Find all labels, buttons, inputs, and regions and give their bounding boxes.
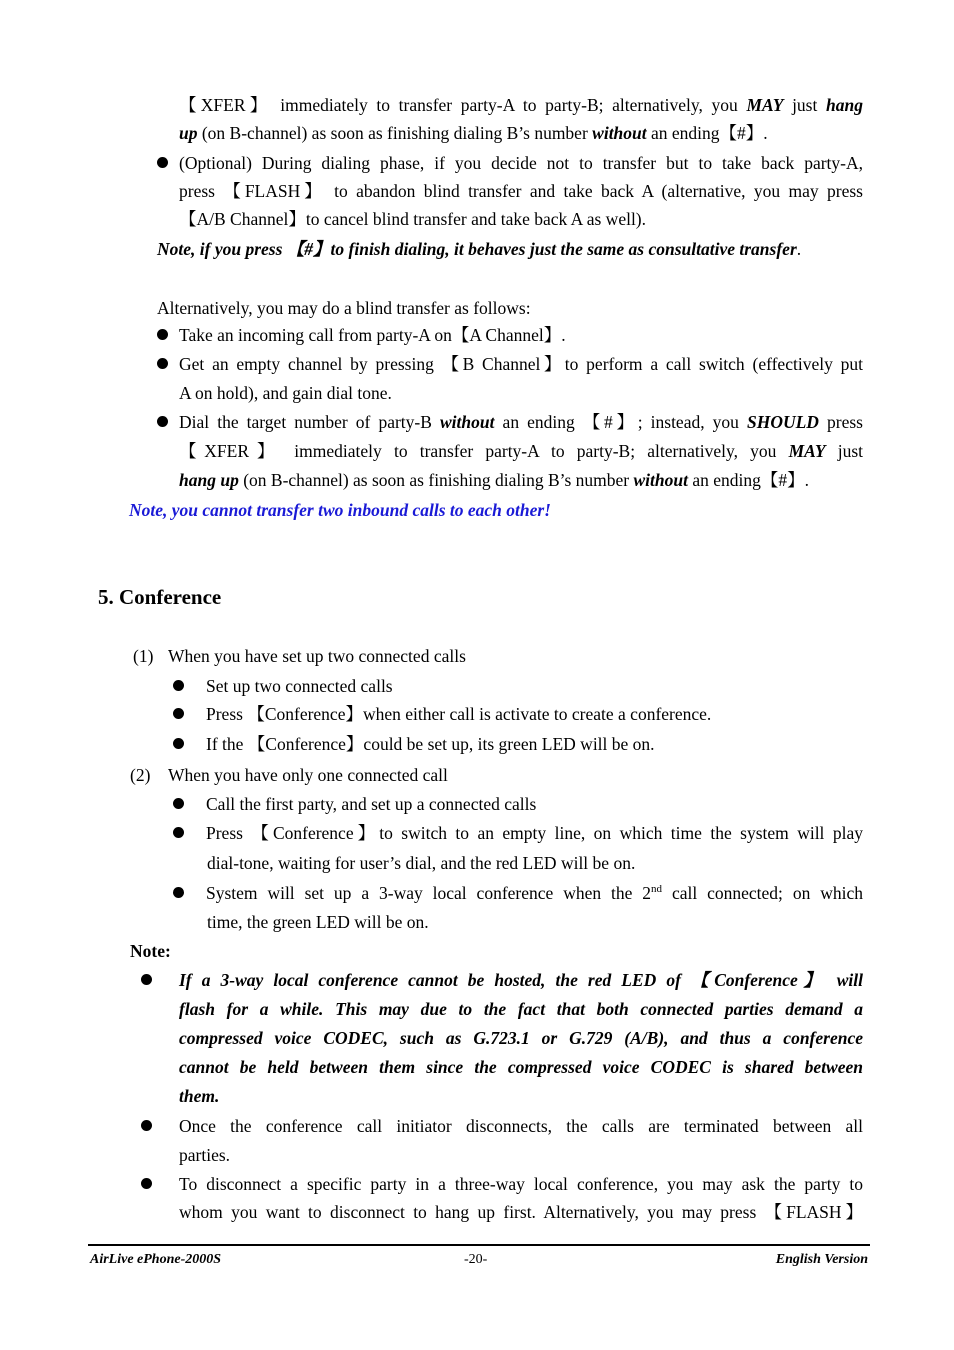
text-line: [179, 94, 863, 116]
text-span: (on B-channel) as soon as finishing dialing B’s number: [238, 470, 634, 490]
text-span: an ending【#】.: [646, 123, 768, 143]
text-span: call connected; on which: [662, 883, 863, 903]
note-text: Note, if you press 【#】to finish dialing, it behaves just the same as consultative transfer: [157, 239, 797, 259]
list-item: Get an empty channel by pressing 【B Channel】to perform a call switch (effectively put: [179, 354, 863, 374]
page-number: -20-: [464, 1252, 488, 1267]
emphasis-hang-up: hang up: [179, 470, 239, 490]
note-line: compressed voice CODEC, such as G.723.1 or G.729 (A/B), and thus a conference: [179, 1028, 863, 1048]
bullet-icon: [141, 974, 152, 985]
emphasis-without: without: [439, 412, 495, 432]
note-line: cannot be held between them since the compressed voice CODEC is shared between: [179, 1057, 863, 1077]
text-span: (on B-channel) as soon as finishing dialing B’s number: [197, 123, 593, 143]
text-line: 【A/B Channel】to cancel blind transfer and take back A as well).: [179, 209, 647, 229]
list-item: [206, 882, 863, 904]
bullet-icon: [157, 329, 168, 340]
footer-version: English Version: [775, 1252, 868, 1267]
text-span: just: [783, 95, 827, 115]
section-heading: 5. Conference: [98, 585, 222, 609]
note-line: Once the conference call initiator disconnects, the calls are terminated between all: [179, 1116, 863, 1136]
text-span: Dial the target number of party-B: [179, 412, 440, 432]
bullet-icon: [157, 416, 168, 427]
item-title: When you have set up two connected calls: [168, 646, 466, 666]
footer-product: AirLive ePhone-2000S: [90, 1252, 222, 1267]
bullet-icon: [157, 157, 168, 168]
item-label: (1): [133, 646, 154, 666]
superscript: nd: [651, 883, 663, 896]
text-line: dial-tone, waiting for user’s dial, and the red LED will be on.: [207, 853, 636, 873]
note-line: whom you want to disconnect to hang up first. Alternatively, you may press 【FLASH】: [179, 1202, 863, 1222]
bullet-icon: [173, 887, 184, 898]
note-line: To disconnect a specific party in a three-way local conference, you may ask the party to: [179, 1174, 863, 1194]
list-item: Press 【Conference】when either call is activate to create a conference.: [206, 704, 712, 724]
text-line: (Optional) During dialing phase, if you decide not to transfer but to take back party-A,: [179, 153, 863, 173]
footer-divider: [88, 1244, 870, 1246]
emphasis-should: SHOULD: [747, 412, 819, 432]
text-line: [179, 469, 809, 491]
list-item: Take an incoming call from party-A on【A Channel】.: [179, 325, 566, 345]
text-line: A on hold), and gain dial tone.: [179, 383, 392, 403]
note-line: flash for a while. This may due to the fact that both connected parties demand a: [179, 999, 863, 1019]
emphasis-may: MAY: [746, 95, 784, 115]
bullet-icon: [157, 358, 168, 369]
bullet-icon: [173, 827, 184, 838]
paragraph: Alternatively, you may do a blind transfer as follows:: [157, 298, 531, 318]
emphasis-without: without: [633, 470, 688, 490]
item-label: (2): [130, 765, 151, 785]
text-span: System will set up a 3-way local conference when the 2: [206, 883, 652, 903]
text-span: 【XFER】 immediately to transfer party-A to party-B; alternatively, you: [179, 441, 789, 461]
text-line: time, the green LED will be on.: [207, 912, 429, 932]
emphasis-up: up: [179, 123, 198, 143]
bullet-icon: [173, 798, 184, 809]
note-line: If a 3-way local conference cannot be hosted, the red LED of 【Conference】 will: [179, 970, 863, 990]
text-line: press 【FLASH】 to abandon blind transfer and take back A (alternative, you may press: [179, 181, 863, 201]
item-title: When you have only one connected call: [168, 765, 448, 785]
text-line: [179, 122, 768, 144]
bullet-icon: [141, 1120, 152, 1131]
bullet-icon: [141, 1178, 152, 1189]
list-item: Set up two connected calls: [206, 676, 393, 696]
note-line: [157, 238, 801, 260]
text-span: an ending 【#】; instead, you: [494, 412, 747, 432]
bullet-icon: [173, 738, 184, 749]
text-line: [179, 440, 863, 462]
warning-note: Note, you cannot transfer two inbound calls to each other!: [129, 500, 551, 520]
note-line: them.: [179, 1086, 220, 1106]
list-item: Press 【Conference】to switch to an empty line, on which time the system will play: [206, 823, 863, 843]
text-span: an ending【#】.: [687, 470, 810, 490]
text-span: press: [818, 412, 863, 432]
emphasis-hang: hang: [826, 95, 863, 115]
list-item: [179, 411, 863, 433]
emphasis-may: MAY: [788, 441, 826, 461]
emphasis-without: without: [592, 123, 647, 143]
bullet-icon: [173, 708, 184, 719]
text-span: .: [796, 239, 802, 259]
note-line: parties.: [179, 1145, 231, 1165]
list-item: Call the first party, and set up a connected calls: [206, 794, 537, 814]
note-label: Note:: [130, 941, 171, 961]
text-span: just: [825, 441, 863, 461]
list-item: If the 【Conference】could be set up, its green LED will be on.: [206, 734, 655, 754]
text-span: 【XFER】 immediately to transfer party-A to party-B; alternatively, you: [179, 95, 747, 115]
bullet-icon: [173, 680, 184, 691]
